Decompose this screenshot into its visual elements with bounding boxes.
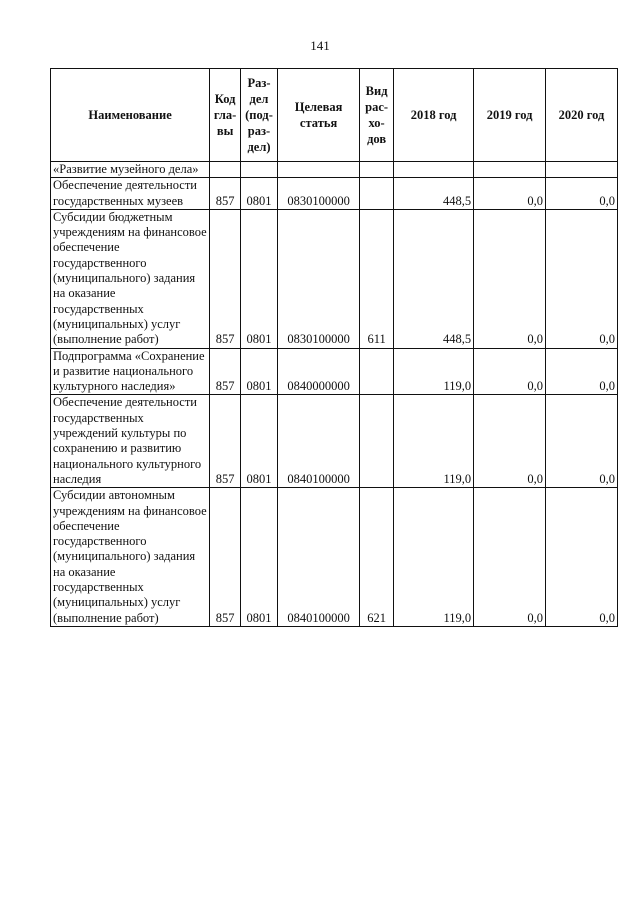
table-row — [51, 348, 618, 395]
row-2019-cell: 0,0 — [474, 395, 546, 488]
row-2019-cell — [474, 162, 546, 178]
row-section-cell: 0801 — [241, 178, 278, 210]
row-section-cell: 0801 — [241, 209, 278, 348]
row-section-cell: 0801 — [241, 395, 278, 488]
budget-table — [50, 68, 618, 627]
row-expense-cell — [360, 162, 394, 178]
header-section: Раз-дел (под-раз-дел) — [241, 69, 278, 162]
row-expense-cell: 611 — [360, 209, 394, 348]
page-number: 141 — [310, 38, 330, 53]
row-expense-cell — [360, 348, 394, 395]
row-name-cell: Обеспечение деятельности государственных музеев — [51, 178, 210, 210]
table-row — [51, 162, 618, 178]
row-expense-cell — [360, 178, 394, 210]
row-name-cell: «Развитие музейного дела» — [51, 162, 210, 178]
table-row — [51, 178, 618, 210]
header-name: Наименование — [51, 69, 210, 162]
row-2019-cell: 0,0 — [474, 488, 546, 627]
row-chapter-cell: 857 — [210, 178, 241, 210]
row-target-cell — [277, 162, 359, 178]
row-chapter-cell — [210, 162, 241, 178]
row-2020-cell — [546, 162, 618, 178]
row-section-cell: 0801 — [241, 348, 278, 395]
table-row — [51, 395, 618, 488]
row-2020-cell: 0,0 — [546, 348, 618, 395]
row-2019-cell: 0,0 — [474, 178, 546, 210]
row-2018-cell: 448,5 — [394, 178, 474, 210]
row-expense-cell — [360, 395, 394, 488]
row-target-cell: 0830100000 — [277, 209, 359, 348]
table-header-row — [51, 69, 618, 162]
row-2019-cell: 0,0 — [474, 348, 546, 395]
row-2020-cell: 0,0 — [546, 395, 618, 488]
row-2020-cell: 0,0 — [546, 209, 618, 348]
row-chapter-cell: 857 — [210, 395, 241, 488]
header-2018: 2018 год — [394, 69, 474, 162]
row-chapter-cell: 857 — [210, 348, 241, 395]
row-2018-cell: 119,0 — [394, 488, 474, 627]
header-2020: 2020 год — [546, 69, 618, 162]
table-row — [51, 209, 618, 348]
header-target-article: Целевая статья — [277, 69, 359, 162]
row-2018-cell: 448,5 — [394, 209, 474, 348]
row-name-cell: Обеспечение деятельности государственных учреждений культуры по сохранению и развитию национального культурного наследия — [51, 395, 210, 488]
header-expense-type: Вид рас-хо-дов — [360, 69, 394, 162]
row-chapter-cell: 857 — [210, 209, 241, 348]
row-section-cell — [241, 162, 278, 178]
row-name-cell: Субсидии автономным учреждениям на финансовое обеспечение государственного (муниципального) задания на оказание государственных (муниципальных) услуг (выполнение работ) — [51, 488, 210, 627]
row-expense-cell: 621 — [360, 488, 394, 627]
row-2020-cell: 0,0 — [546, 488, 618, 627]
row-chapter-cell: 857 — [210, 488, 241, 627]
row-2020-cell: 0,0 — [546, 178, 618, 210]
row-section-cell: 0801 — [241, 488, 278, 627]
row-target-cell: 0840000000 — [277, 348, 359, 395]
row-name-cell: Подпрограмма «Сохранение и развитие национального культурного наследия» — [51, 348, 210, 395]
row-target-cell: 0830100000 — [277, 178, 359, 210]
row-target-cell: 0840100000 — [277, 488, 359, 627]
header-2019: 2019 год — [474, 69, 546, 162]
row-2018-cell: 119,0 — [394, 348, 474, 395]
row-2018-cell — [394, 162, 474, 178]
header-chapter-code: Код гла-вы — [210, 69, 241, 162]
table-row — [51, 488, 618, 627]
row-2018-cell: 119,0 — [394, 395, 474, 488]
row-name-cell: Субсидии бюджетным учреждениям на финансовое обеспечение государственного (муниципального) задания на оказание государственных (муниципальных) услуг (выполнение работ) — [51, 209, 210, 348]
row-2019-cell: 0,0 — [474, 209, 546, 348]
row-target-cell: 0840100000 — [277, 395, 359, 488]
